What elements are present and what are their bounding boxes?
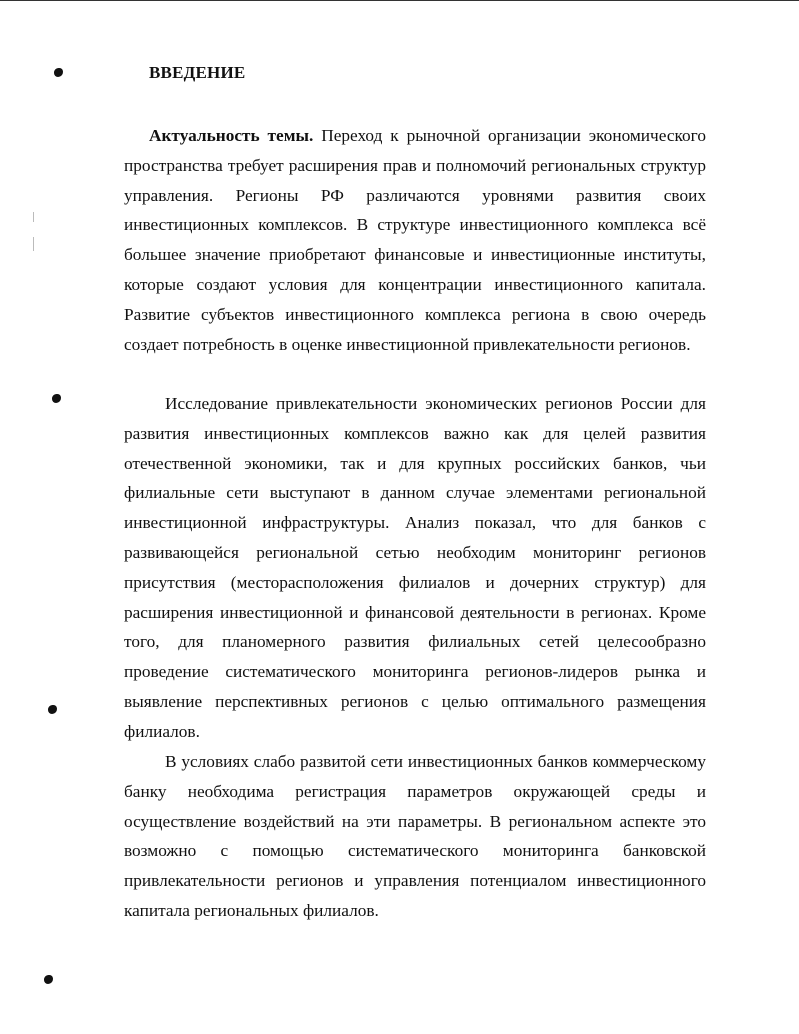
scan-artifact — [33, 212, 34, 222]
binding-hole-mark — [52, 394, 61, 403]
paragraph-relevance — [124, 121, 706, 359]
section-heading: ВВЕДЕНИЕ — [149, 63, 246, 82]
binding-hole-mark — [48, 705, 57, 714]
paragraph-text: Исследование привлекательности экономических регионов России для развития инвестиционных комплексов важно как для целей развития отечественной экономики, так и для крупных российских банков, чьи филиальные сети выступают в данном случае элементами региональной инвестиционной инфраструктуры. Анализ показал, что для банков с развивающейся региональной сетью необходим мониторинг регионов присутствия (месторасположения филиалов и дочерних структур) для расширения инвестиционной и финансовой деятельности в регионах. Кроме того, для планомерного развития филиальных сетей целесообразно проведение систематического мониторинга регионов-лидеров рынка и выявление перспективных регионов с целью оптимального размещения филиалов. — [124, 394, 706, 741]
paragraph-conditions — [124, 747, 706, 926]
scan-artifact — [33, 237, 34, 251]
paragraph-text: В условиях слабо развитой сети инвестиционных банков коммерческому банку необходима регистрация параметров окружающей среды и осуществление воздействий на эти параметры. В региональном аспекте это возможно с помощью систематического мониторинга банковской привлекательности регионов и управления потенциалом инвестиционного капитала региональных филиалов. — [124, 752, 706, 920]
page-top-edge — [0, 0, 799, 1]
binding-hole-mark — [44, 975, 53, 984]
paragraph-lead: Актуальность темы. — [149, 126, 314, 145]
paragraph-research — [124, 389, 706, 747]
binding-hole-mark — [54, 68, 63, 77]
paragraph-text: Переход к рыночной организации экономического пространства требует расширения прав и полномочий региональных структур управления. Регионы РФ различаются уровнями развития своих инвестиционных комплексов. В структуре инвестиционного комплекса всё большее значение приобретают финансовые и инвестиционные институты, которые создают условия для концентрации инвестиционного капитала. Развитие субъектов инвестиционного комплекса региона в свою очередь создает потребность в оценке инвестиционной привлекательности регионов. — [124, 126, 706, 354]
